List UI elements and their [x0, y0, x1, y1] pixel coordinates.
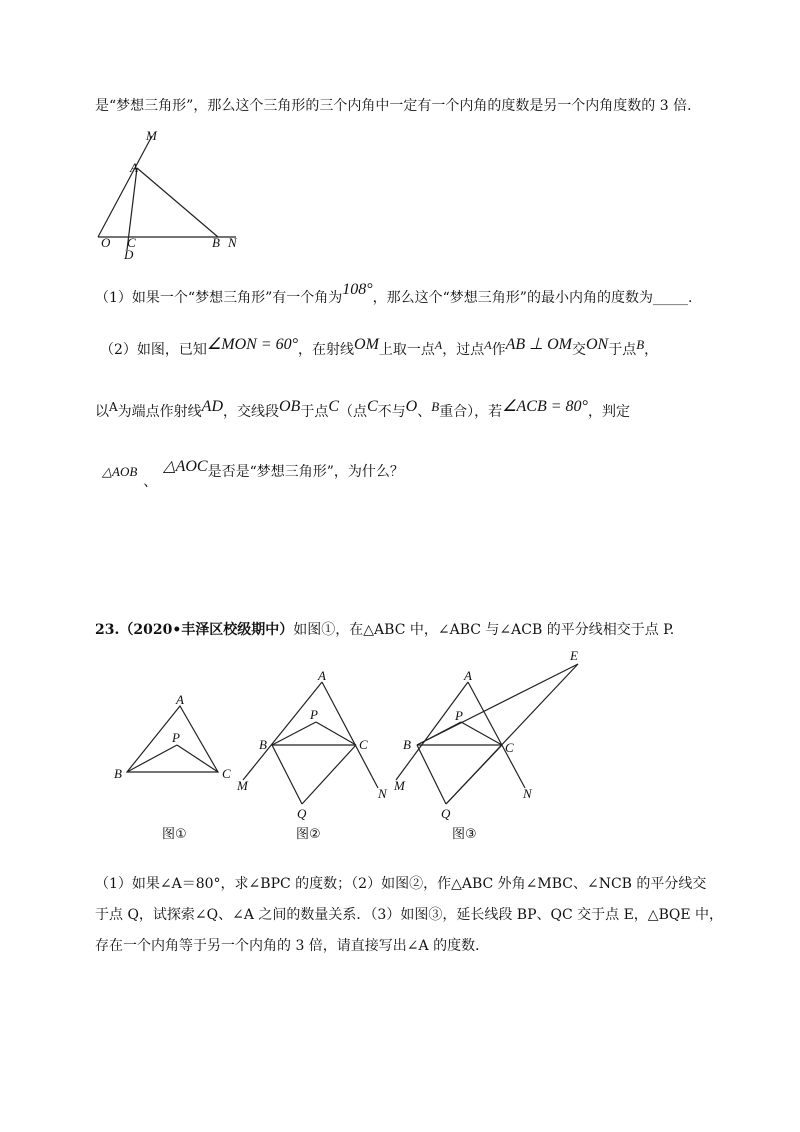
- fig1-label-p: P: [172, 730, 180, 745]
- q2-l2-f: 不与: [377, 404, 406, 420]
- p23-line1: （1）如果∠A＝80°，求∠BPC 的度数；（2）如图②，作△ABC 外角∠MBC、∠NCB 的平分线交: [95, 876, 707, 892]
- q2-l1-m4: A: [484, 338, 492, 352]
- fig22-label-d: D: [124, 247, 134, 262]
- q2-l1-d: ，过点: [442, 342, 485, 358]
- fig2-label-b: B: [259, 737, 267, 752]
- q2-l2-m6: O: [405, 398, 418, 415]
- q1-pre: （1）如果一个“梦想三角形”有一个角为: [95, 290, 343, 306]
- fig1-label-b: B: [114, 766, 122, 781]
- q1-post: ，那么这个“梦想三角形”的最小内角的度数为: [372, 290, 653, 306]
- fig1-label-c: C: [222, 766, 231, 781]
- q2-l2-m1: A: [109, 400, 118, 414]
- q2-l2-m8: ∠ACB = 80°: [502, 398, 588, 415]
- fig3-label-e: E: [570, 648, 578, 663]
- q2-l2-c: ，交线段: [223, 404, 279, 420]
- fig3-label-p: P: [455, 708, 463, 723]
- fig22-label-o: O: [101, 235, 111, 250]
- q1-end: .: [687, 290, 693, 306]
- q2-l2-m3: OB: [279, 398, 301, 415]
- q2-line1: [100, 336, 659, 360]
- fig22-label-n: N: [228, 235, 237, 250]
- q2-l1-m1: ∠MON = 60°: [206, 336, 299, 353]
- q2-l1-f: 交: [571, 342, 586, 358]
- fig2-label-p: P: [310, 707, 318, 722]
- q2-l1-m7: B: [636, 337, 645, 352]
- p23-header-line: [95, 620, 674, 640]
- q1-line: [95, 281, 693, 308]
- fig2-caption: 图②: [296, 827, 321, 842]
- q2-l2-e: （点: [339, 404, 367, 420]
- q2-l1-b: ，在射线: [298, 342, 355, 358]
- q2-l2-i: ，判定: [587, 404, 630, 420]
- intro-text: 是“梦想三角形”，那么这个三角形的三个内角中一定有一个内角的度数是另一个内角度数的 3 倍．: [95, 98, 702, 114]
- q2-l2-a: 以: [95, 404, 109, 420]
- q2-l1-e: 作: [491, 342, 506, 358]
- q2-l1-m6: ON: [585, 336, 609, 353]
- q2-l1-h: ，: [644, 342, 659, 358]
- q2-l2-h: 重合），若: [439, 404, 503, 420]
- fig3-label-m: M: [394, 778, 405, 793]
- q2-l2-m2: AD: [201, 398, 223, 415]
- q2-l3-m1: △AOB: [102, 464, 138, 479]
- q2-l2-m5: C: [367, 398, 378, 415]
- q2-l1-g: 于点: [608, 342, 637, 358]
- q2-l2-m7: B: [431, 399, 440, 414]
- fig2-label-q: Q: [297, 806, 307, 821]
- q2-line2: [95, 398, 630, 422]
- q2-l1-a: （2）如图，已知: [100, 342, 207, 358]
- q2-l3-m2: △AOC: [163, 458, 208, 475]
- q2-l1-m2: OM: [354, 336, 379, 353]
- fig2-label-c: C: [359, 737, 368, 752]
- fig3-label-c: C: [505, 740, 514, 755]
- q2-l1-m3: A: [434, 338, 443, 352]
- q2-l1-m5: AB ⊥ OM: [505, 336, 572, 353]
- figure-3: [396, 664, 578, 804]
- fig1-label-a: A: [176, 692, 184, 707]
- q2-l2-d: 于点: [300, 404, 329, 420]
- fig2-label-m: M: [237, 778, 248, 793]
- figure-22: [98, 136, 236, 250]
- p23-text: 如图①，在△ABC 中，∠ABC 与∠ACB 的平分线相交于点 P.: [293, 622, 675, 638]
- q2-line3: [102, 458, 404, 490]
- fig22-label-b: B: [212, 235, 220, 250]
- fig2-label-n: N: [378, 786, 387, 801]
- p23-line2: 于点 Q，试探索∠Q、∠A 之间的数量关系．（3）如图③，延长线段 BP、QC 交于点 E，△BQE 中，: [95, 907, 724, 923]
- p23-heading: 23.（2020•丰泽区校级期中）: [95, 622, 294, 638]
- fig3-caption: 图③: [452, 827, 477, 842]
- q2-l2-m4: C: [328, 398, 339, 415]
- q1-angle: 108°: [342, 281, 373, 298]
- q1-blank[interactable]: _____: [652, 290, 688, 306]
- fig2-label-a: A: [318, 668, 326, 683]
- q2-l3-a: 、: [143, 474, 158, 490]
- q2-l2-g: 、: [417, 404, 432, 420]
- fig3-label-n: N: [523, 786, 532, 801]
- fig3-label-b: B: [403, 737, 411, 752]
- p23-line3: 存在一个内角等于另一个内角的 3 倍，请直接写出∠A 的度数．: [95, 938, 490, 954]
- q2-l2-b: 为端点作射线: [117, 404, 202, 420]
- fig1-caption: 图①: [162, 827, 187, 842]
- fig22-label-c: C: [127, 235, 136, 250]
- segment-ab: [137, 168, 218, 237]
- fig3-label-a: A: [464, 668, 472, 683]
- fig22-label-m: M: [146, 128, 157, 143]
- ray-om: [98, 136, 152, 237]
- q2-l1-c: 上取一点: [378, 342, 435, 358]
- q2-l3-b: 是否是“梦想三角形”，为什么？: [207, 464, 404, 480]
- fig3-label-q: Q: [441, 806, 451, 821]
- fig22-label-a: A: [130, 160, 138, 175]
